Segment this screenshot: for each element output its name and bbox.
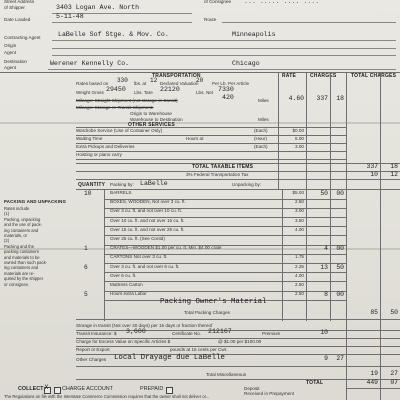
- packing-rate: 2.25: [295, 263, 304, 269]
- lbs-at-label: lbs. at: [134, 81, 147, 86]
- service-rate: 3.00: [295, 144, 304, 149]
- per-lb-value: 20: [196, 77, 204, 84]
- weight-tare: 22120: [160, 86, 180, 93]
- packing-rate: 2.50: [295, 199, 304, 205]
- other-charges-cents: 27: [336, 355, 344, 362]
- service-rate: $0.00: [292, 128, 304, 133]
- weight-net: 7330: [218, 86, 234, 93]
- mileage-value: 420: [222, 94, 234, 101]
- packing-item-label: CRATES—WOODEN $1.00 per cu. ft. Min. $4.00 crate: [110, 245, 222, 251]
- lbs-tare-label: Lbs. Tare: [134, 90, 153, 95]
- contracting-agent-label: Contracting Agent: [4, 35, 41, 40]
- packing-rate: 2.50: [295, 282, 304, 287]
- charges-cents-line: [330, 72, 331, 190]
- federal-tax-label: 3% Federal Transportation Tax: [186, 172, 249, 177]
- weight-gross-label: Weight Gross: [76, 90, 104, 95]
- origin-to-warehouse: Origin to Warehouse: [130, 111, 172, 116]
- service-label: Wardrobe Service (Use of Container Only): [76, 128, 163, 133]
- rates-based-value: 330: [117, 77, 128, 84]
- packing-charge-cents: 50: [336, 263, 344, 271]
- side-note-line: and the use of pack-: [4, 222, 42, 228]
- service-unit: (Each): [254, 128, 268, 133]
- total-cents-line: [380, 72, 381, 400]
- other-charges-value: Local Drayage due LaBelle: [114, 354, 225, 362]
- route-label: Route: [204, 17, 217, 22]
- total-taxable-label: TOTAL TAXABLE ITEMS: [192, 164, 254, 170]
- rule: [76, 346, 400, 347]
- misc-total-dollars: 19: [370, 370, 378, 377]
- packing-rate: 1.75: [295, 254, 304, 260]
- pack-charges-line: [306, 189, 307, 321]
- contracting-city: Minneapolis: [232, 31, 276, 38]
- rule: [346, 388, 400, 389]
- lbs-net-label: Lbs. Net: [196, 90, 214, 95]
- premium-label: Premium: [262, 331, 281, 336]
- excess-rate: @ $1.00 per $100.00: [218, 339, 262, 344]
- received-label: Received in Prepayment: [244, 391, 295, 396]
- packing-rate: 4.00: [295, 226, 304, 232]
- quantity-header: QUANTITY: [78, 182, 106, 188]
- total-misc-label: Total Miscellaneous: [206, 372, 247, 377]
- insurance-label: Transit Insurance: $: [76, 331, 117, 336]
- packing-item-label: Over 6 cu. ft.: [110, 272, 137, 278]
- taxable-cents: 18: [390, 163, 398, 170]
- packing-item-label: BARRELS: [110, 190, 132, 195]
- date-loaded-label: Date Loaded: [4, 17, 31, 22]
- cert-label: Certificate No.: [172, 331, 202, 336]
- packing-charge-dollars: 13: [320, 263, 328, 271]
- date-loaded: 5-11-48: [56, 13, 84, 20]
- warehouse-to-destination: Warehouse to Destination: [130, 117, 183, 122]
- consignee-label: of Consignee: [204, 0, 232, 4]
- side-note-line: Rates include: [4, 206, 30, 211]
- collect-label: COLLECT: [18, 386, 44, 392]
- storage-transit-label: Mileage: Storage-In-Transit Shipment:: [76, 105, 154, 110]
- street-label-2: of Shipper: [4, 5, 25, 10]
- packing-item-label: BOXES, WOODEN, Not over 3 cu. ft.: [110, 199, 186, 205]
- contracting-agent: LaBelle Sof Stge. & Mov. Co.: [58, 31, 169, 38]
- packing-charge-cents: 00: [336, 190, 344, 197]
- packing-rate: 2.50: [295, 291, 304, 297]
- pack-rate-line: [282, 189, 283, 321]
- transport-charge-cents: 18: [336, 95, 344, 102]
- rule: [76, 330, 400, 331]
- rule: [76, 159, 346, 160]
- charges-column-header: CHARGES: [310, 72, 337, 79]
- service-label: Hoisting or piano carry: [76, 152, 122, 157]
- service-rate: 5.00: [295, 136, 304, 141]
- side-note-line: Packing and the: [4, 243, 35, 249]
- charge-account-checkbox[interactable]: [54, 387, 61, 394]
- packing-item-label: CARTONS Not over 3 cu. ft.: [110, 254, 168, 260]
- packing-item-label: Over 10 cu. ft. and not over 15 cu. ft.: [110, 217, 185, 223]
- pack-cents-line: [330, 189, 331, 321]
- side-note-line: and materials to be: [4, 254, 40, 260]
- packing-qty: 5: [84, 291, 88, 299]
- misc-total-cents: 27: [390, 370, 398, 377]
- taxable-dollars: 337: [366, 163, 378, 170]
- consignee-partial: ... ..... .... ....: [244, 0, 320, 5]
- packing-charge-dollars: 4: [324, 245, 328, 253]
- packing-charge-cents: 00: [336, 291, 344, 299]
- unpacking-by-label: Unpacking by:: [232, 182, 262, 187]
- agent-underline: [52, 40, 396, 41]
- report-label: Report or Export: [76, 347, 110, 352]
- tax-cents: 12: [390, 171, 398, 178]
- packing-charge-dollars: 8: [324, 291, 328, 299]
- packing-item-label: Over 25 cu. ft. (See Contd): [110, 236, 165, 241]
- miles-label-2: Miles: [258, 117, 269, 122]
- side-note-line: Packing, unpacking: [4, 216, 41, 222]
- service-unit: (Hour): [254, 136, 268, 141]
- insurance-amount: 3,600: [126, 328, 146, 335]
- date-underline: [52, 22, 192, 23]
- street-label: Street Address: [4, 0, 35, 4]
- transport-charge-dollars: 337: [316, 95, 328, 102]
- origin-underline: [52, 48, 396, 49]
- origin-agent-underline: [52, 55, 396, 56]
- collect-check-mark: X: [44, 384, 49, 391]
- rate-col-line: [278, 72, 279, 190]
- side-note-line: (1): [4, 211, 10, 217]
- fine-print: The Regulations on file with the Interstate Commerce Commission requires that the owner shall not deliver or...: [4, 394, 210, 399]
- total-packing-label: Total Packing Charges: [184, 310, 230, 315]
- destination-underline: [48, 69, 396, 70]
- other-services-title: OTHER SERVICES: [128, 122, 175, 128]
- extra-labor-note: Packing Owner's Material: [160, 298, 267, 306]
- destination-agent-label: Agent: [4, 65, 17, 70]
- destination-label: Destination: [4, 59, 27, 64]
- rule: [76, 135, 346, 136]
- paper-crease: [0, 122, 400, 124]
- packing-item-label: Over 3 cu. ft. and not over 10 cu. ft.: [110, 208, 183, 214]
- packing-rate: 3.50: [295, 217, 304, 223]
- destination-agent: Werener Kennelly Co.: [50, 60, 130, 67]
- side-note-line: quired by the shipper: [4, 276, 44, 282]
- miles-label: Miles: [258, 98, 269, 103]
- declared-value-label: Declared Valuation: [160, 81, 199, 86]
- packing-qty: 10: [84, 190, 92, 197]
- grand-total-cents: 07: [390, 379, 398, 386]
- transport-rate: 4.60: [288, 95, 304, 102]
- side-note-line: packing containers: [4, 249, 39, 255]
- packing-item-label: Over 3 cu. ft. and not over 6 cu. ft.: [110, 263, 180, 269]
- transportation-title: TRANSPORTATION: [152, 72, 201, 79]
- charges-col-line: [306, 72, 307, 190]
- qty-col-line: [104, 189, 105, 321]
- charge-account-label: CHARGE ACCOUNT: [62, 386, 113, 392]
- grand-total-label: TOTAL: [306, 380, 324, 386]
- packing-item-label: Over 15 cu. ft. and not over 25 cu. ft.: [110, 226, 185, 232]
- destination-city: Chicago: [232, 60, 260, 67]
- deposit-label: Deposit: [244, 386, 260, 391]
- service-unit: (Each): [254, 144, 268, 149]
- shipper-street: 3403 Logan Ave. North: [56, 4, 140, 11]
- prepaid-label: PREPAID: [140, 386, 164, 392]
- pounds-label: pounds at 15 cents per Cwt.: [170, 347, 228, 352]
- cert-value: 212167: [208, 328, 232, 335]
- side-note-line: materials, or: [4, 233, 28, 238]
- packing-qty: 6: [84, 263, 88, 271]
- packing-total-cents: 50: [390, 309, 398, 316]
- origin-label: Origin: [4, 43, 17, 48]
- per-lb-label: Per Lb. Per Article: [212, 81, 250, 86]
- lbs-at-value: 12: [150, 77, 158, 84]
- side-note-line: owned than such pack-: [4, 260, 48, 265]
- service-mid: Hours at: [186, 136, 204, 141]
- side-notes-title: PACKING AND UNPACKING: [4, 199, 67, 204]
- excess-label: Charge for Excess Value on Specific Articles $: [76, 339, 171, 344]
- total-charges-column-header: TOTAL CHARGES: [351, 72, 397, 79]
- packing-rate: 3.00: [295, 208, 304, 214]
- weight-gross: 29450: [106, 86, 126, 93]
- rule: [76, 179, 400, 180]
- tax-dollars: 10: [370, 171, 378, 178]
- packing-item-label: Hours extra Labor: [110, 291, 147, 297]
- packing-rate: $5.00: [292, 190, 304, 195]
- mileage-label: Mileage: Straight Shipment (not storage-in-transit): [76, 98, 178, 103]
- rate-column-header: RATE: [282, 72, 297, 79]
- packing-total-dollars: 85: [370, 309, 378, 316]
- packing-charge-cents: 00: [336, 245, 344, 253]
- grand-total-dollars: 449: [366, 379, 378, 386]
- total-col-line: [346, 72, 347, 400]
- side-note-line: (2): [4, 238, 10, 244]
- rule: [76, 319, 400, 320]
- rule: [76, 366, 400, 367]
- packing-rate: 4.00: [295, 272, 304, 278]
- side-note-line: ing containers and: [4, 265, 39, 271]
- packing-item-label: Mattress Carton: [110, 282, 143, 287]
- other-charges-dollars: 9: [324, 355, 328, 362]
- side-note-line: or consignee.: [4, 281, 30, 287]
- packing-by: LaBelle: [140, 180, 168, 187]
- side-note-line: ing containers and: [4, 227, 39, 233]
- origin-agent-label: Agent: [4, 50, 17, 55]
- packing-qty: 1: [84, 245, 88, 253]
- side-note-line: materials are re-: [4, 270, 35, 276]
- premium-rate: 10: [320, 329, 328, 336]
- service-label: Waiting Time: [76, 136, 103, 141]
- packing-charge-dollars: 50: [320, 190, 328, 197]
- service-label: Extra Pickups and Deliveries: [76, 144, 135, 149]
- packing-by-label: Packing by:: [110, 182, 134, 187]
- route-underline: [222, 22, 396, 23]
- storage-label: Storage in transit (Not over 30 days) per 15 days or fraction thereof: [76, 323, 213, 328]
- prepaid-checkbox[interactable]: [166, 387, 173, 394]
- other-charges-label: Other Charges: [76, 357, 107, 362]
- rule: [104, 272, 346, 273]
- rates-based-label: Rates based on: [76, 81, 109, 86]
